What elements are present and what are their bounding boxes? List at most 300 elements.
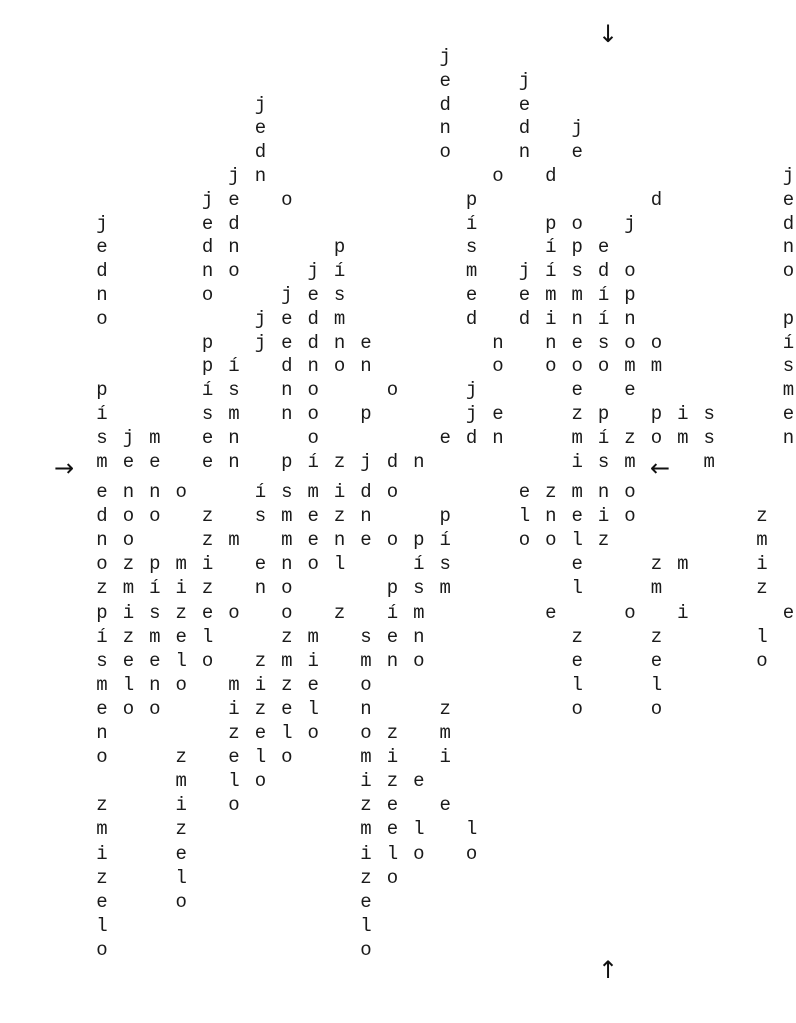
poem-letter: z [386,770,399,793]
poem-letter: m [333,307,346,330]
poem-letter: z [175,746,187,769]
poem-letter: e [254,117,267,140]
poem-letter: d [201,236,214,259]
poem-letter: p [650,403,663,425]
poem-letter: m [439,577,451,600]
poem-letter: z [96,577,108,600]
poem-letter: o [254,770,267,793]
poem-letter: l [307,697,319,720]
poem-letter: p [571,236,583,259]
poem-letter: n [307,355,319,378]
poem-letter: o [281,188,293,211]
poem-letter: e [439,794,451,817]
poem-letter: n [360,355,372,378]
poem-letter: j [201,188,214,211]
poem-letter: n [96,529,108,552]
poem-letter: p [545,212,557,235]
poem-letter: j [360,450,372,473]
poem-letter: d [465,307,478,330]
poem-letter: i [333,481,346,503]
poem-letter: l [756,625,768,648]
poem-letter: e [201,601,214,624]
poem-letter: o [149,697,161,720]
poem-letter: e [545,601,557,624]
poem-letter: m [122,577,135,600]
poem-letter: j [254,307,267,330]
poem-letter: e [307,284,319,306]
poem-letter: o [281,746,293,769]
poem-letter: d [650,188,663,211]
poem-letter: n [333,529,346,552]
poem-letter: e [281,697,293,720]
poem-letter: o [307,722,319,744]
arrow-left-icon: ← [650,454,671,482]
poem-letter: e [571,505,583,528]
poem-letter: s [703,403,715,425]
poem-letter: s [782,355,795,378]
poem-letter: m [281,505,293,528]
poem-letter: z [756,577,768,600]
poem-letter: z [360,794,372,817]
poem-letter: o [386,481,399,503]
poem-letter: e [571,649,583,672]
poem-letter: d [281,355,293,378]
poem-letter: m [650,355,663,378]
poem-letter: e [201,426,214,449]
poem-letter: m [149,426,161,449]
poem-letter: e [439,426,451,449]
poem-letter: p [281,450,293,473]
poem-letter: m [360,649,372,672]
poem-letter: o [782,260,795,283]
poem-letter: í [597,284,610,306]
poem-letter: o [492,165,504,187]
poem-letter: l [228,770,240,793]
poem-letter: j [228,165,240,187]
poem-letter: o [650,331,663,354]
poem-letter: j [571,117,583,140]
poem-letter: n [518,141,531,164]
poem-letter: l [413,818,425,841]
poem-letter: n [96,722,108,744]
poem-letter: z [360,866,372,889]
poem-letter: z [650,553,663,576]
poem-letter: d [228,212,240,235]
poem-letter: o [96,307,108,330]
poem-letter: m [624,355,636,378]
poem-letter: p [439,505,451,528]
poem-letter: m [281,529,293,552]
poem-letter: n [571,307,583,330]
poem-letter: j [96,212,108,235]
poem-letter: m [439,722,451,744]
poem-letter: o [175,673,187,696]
poem-letter: m [307,481,319,503]
poem-letter: o [201,649,214,672]
poem-letter: e [149,450,161,473]
poem-letter: o [333,355,346,378]
poem-letter: o [624,505,636,528]
poem-letter: o [281,577,293,600]
poem-letter: n [254,165,267,187]
poem-letter: l [571,673,583,696]
poem-letter: e [782,188,795,211]
poem-letter: i [439,746,451,769]
poem-letter: e [281,307,293,330]
poem-letter: e [465,284,478,306]
poem-letter: e [492,403,504,425]
poem-letter: m [465,260,478,283]
poem-letter: i [597,505,610,528]
poem-letter: e [307,673,319,696]
poem-letter: l [571,529,583,552]
arrow-right-icon: → [54,454,75,482]
poem-letter: m [677,553,689,576]
poem-letter: p [96,379,108,402]
poem-letter: s [254,505,267,528]
poem-letter: z [96,866,108,889]
poem-letter: s [597,331,610,354]
poem-letter: n [228,426,240,449]
poem-letter: e [571,553,583,576]
poem-letter: e [571,141,583,164]
poem-letter: o [228,260,240,283]
poem-letter: l [201,625,214,648]
poem-letter: í [545,260,557,283]
poem-letter: p [597,403,610,425]
poem-letter: l [333,553,346,576]
poem-letter: i [756,553,768,576]
poem-letter: p [149,553,161,576]
poem-letter: p [360,403,372,425]
poem-letter: e [96,481,108,503]
poem-letter: p [201,331,214,354]
poem-letter: i [360,770,372,793]
poem-letter: s [96,649,108,672]
poem-letter: o [228,601,240,624]
poem-letter: s [439,553,451,576]
poem-letter: í [307,450,319,473]
poem-letter: o [307,403,319,425]
poem-letter: i [122,601,135,624]
poem-letter: o [386,379,399,402]
poem-letter: z [254,697,267,720]
poem-letter: e [650,649,663,672]
poem-letter: m [96,673,108,696]
poem-letter: i [175,577,187,600]
poem-letter: o [597,355,610,378]
poem-letter: s [201,403,214,425]
poem-letter: n [281,553,293,576]
poem-letter: í [201,379,214,402]
arrow-up-icon: ↑ [598,956,619,984]
poem-letter: í [439,529,451,552]
poem-letter: í [465,212,478,235]
poem-letter: n [122,481,135,503]
poem-letter: z [624,426,636,449]
poem-letter: m [782,379,795,402]
poem-letter: e [122,450,135,473]
poem-letter: s [281,481,293,503]
poem-letter: e [96,890,108,913]
poem-letter: d [96,505,108,528]
poem-letter: e [624,379,636,402]
poem-letter: o [175,890,187,913]
poem-letter: j [624,212,636,235]
poem-letter: n [413,625,425,648]
poem-letter: m [228,673,240,696]
poem-letter: e [782,403,795,425]
poem-letter: n [597,481,610,503]
poem-letter: z [96,794,108,817]
poem-letter: e [175,625,187,648]
poem-letter: s [703,426,715,449]
poem-letter: j [439,46,451,68]
poem-letter: i [228,697,240,720]
poem-letter: z [333,505,346,528]
poem-letter: o [624,260,636,283]
poem-letter: n [624,307,636,330]
poem-letter: n [386,649,399,672]
poem-letter: o [175,481,187,503]
poem-letter: p [386,577,399,600]
poem-letter: m [624,450,636,473]
poem-letter: í [413,553,425,576]
poem-letter: o [545,355,557,378]
poem-letter: z [175,601,187,624]
poem-letter: n [228,450,240,473]
poem-letter: z [175,818,187,841]
poem-letter: m [175,770,187,793]
poem-letter: s [597,450,610,473]
poem-letter: d [518,117,531,140]
poem-letter: j [254,331,267,354]
poem-letter: s [333,284,346,306]
poem-letter: d [439,93,451,116]
poem-letter: l [571,577,583,600]
poem-letter: o [96,553,108,576]
poem-letter: o [96,938,108,961]
poem-letter: o [624,481,636,503]
poem-letter: e [413,770,425,793]
poem-letter: e [360,331,372,354]
poem-letter: o [571,212,583,235]
poem-letter: p [333,236,346,259]
poem-letter: s [413,577,425,600]
poem-letter: z [439,697,451,720]
poem-letter: m [228,529,240,552]
poem-letter: s [465,236,478,259]
poem-letter: z [281,673,293,696]
poem-letter: n [281,403,293,425]
poem-letter: z [201,577,214,600]
poem-letter: e [228,188,240,211]
poem-letter: o [360,722,372,744]
poem-letter: p [413,529,425,552]
poem-letter: z [756,505,768,528]
poem-letter: í [149,577,161,600]
poem-letter: o [228,794,240,817]
poem-letter: m [677,426,689,449]
poem-letter: n [439,117,451,140]
poem-letter: i [677,601,689,624]
poem-letter: o [149,505,161,528]
poem-letter: i [360,842,372,865]
poem-letter: m [307,625,319,648]
poem-letter: i [96,842,108,865]
poem-letter: j [518,260,531,283]
poem-letter: l [175,649,187,672]
poem-letter: m [703,450,715,473]
poem-letter: d [254,141,267,164]
poem-letter: i [307,649,319,672]
poem-letter: e [201,212,214,235]
poem-letter: d [307,307,319,330]
poem-letter: o [624,601,636,624]
poem-letter: o [360,673,372,696]
poem-letter: e [386,794,399,817]
poem-letter: o [96,746,108,769]
poem-letter: d [518,307,531,330]
poem-letter: z [228,722,240,744]
poem-letter: n [333,331,346,354]
poem-letter: e [307,505,319,528]
poem-letter: l [360,914,372,937]
poem-letter: e [518,93,531,116]
poem-letter: z [201,529,214,552]
poem-letter: i [545,307,557,330]
poem-letter: z [333,450,346,473]
poem-letter: o [413,842,425,865]
poem-letter: d [96,260,108,283]
poem-letter: í [386,601,399,624]
poem-letter: i [386,746,399,769]
poem-letter: p [624,284,636,306]
poem-letter: l [122,673,135,696]
poem-letter: e [360,529,372,552]
poem-letter: i [201,553,214,576]
poem-letter: e [122,649,135,672]
poem-letter: e [782,601,795,624]
poem-letter: m [96,450,108,473]
poem-letter: d [307,331,319,354]
poem-letter: n [360,505,372,528]
poem-letter: l [281,722,293,744]
poem-letter: o [492,355,504,378]
poem-letter: m [175,553,187,576]
poem-letter: l [518,505,531,528]
poem-letter: e [386,625,399,648]
poem-letter: z [545,481,557,503]
poem-letter: z [122,625,135,648]
poem-letter: d [597,260,610,283]
poem-letter: n [281,379,293,402]
poem-letter: z [201,505,214,528]
poem-letter: n [360,697,372,720]
poem-letter: l [650,673,663,696]
poem-letter: n [149,673,161,696]
poem-letter: d [386,450,399,473]
poem-letter: i [571,450,583,473]
poem-letter: e [439,69,451,92]
poem-letter: o [545,529,557,552]
poem-letter: l [254,746,267,769]
poem-letter: j [281,284,293,306]
poem-letter: d [782,212,795,235]
poem-letter: o [650,426,663,449]
poem-letter: p [96,601,108,624]
poem-letter: m [545,284,557,306]
poem-letter: o [650,697,663,720]
poem-letter: n [492,426,504,449]
poem-letter: í [597,426,610,449]
poem-letter: i [677,403,689,425]
poem-letter: z [650,625,663,648]
poem-letter: j [122,426,135,449]
poem-letter: e [281,331,293,354]
poem-letter: l [386,842,399,865]
poem-letter: í [597,307,610,330]
poem-letter: s [228,379,240,402]
poem-letter: j [465,379,478,402]
poem-letter: m [96,818,108,841]
poem-letter: í [545,236,557,259]
poem-letter: m [149,625,161,648]
poem-letter: z [281,625,293,648]
poem-letter: s [149,601,161,624]
poem-letter: e [518,481,531,503]
poem-letter: m [281,649,293,672]
poem-letter: o [307,426,319,449]
poem-letter: n [782,236,795,259]
poem-letter: p [465,188,478,211]
poem-letter: o [281,601,293,624]
poem-letter: í [254,481,267,503]
poem-letter: n [492,331,504,354]
poem-letter: í [228,355,240,378]
poem-letter: s [360,625,372,648]
poem-letter: z [571,403,583,425]
poem-letter: e [571,331,583,354]
poem-letter: j [307,260,319,283]
poem-letter: z [386,722,399,744]
poem-letter: z [597,529,610,552]
poem-letter: n [96,284,108,306]
poem-letter: o [386,529,399,552]
poem-letter: e [201,450,214,473]
poem-letter: e [228,746,240,769]
poem-letter: í [96,403,108,425]
poem-letter: j [782,165,795,187]
poem-letter: n [545,331,557,354]
poem-letter: e [518,284,531,306]
poem-letter: d [360,481,372,503]
poem-letter: o [307,553,319,576]
poem-letter: í [96,625,108,648]
poem-letter: o [307,379,319,402]
poem-letter: j [518,69,531,92]
poem-letter: i [254,673,267,696]
poem-letter: n [149,481,161,503]
poem-letter: n [228,236,240,259]
poem-letter: n [545,505,557,528]
poem-letter: l [96,914,108,937]
poem-letter: z [254,649,267,672]
poem-letter: e [254,553,267,576]
poem-letter: o [756,649,768,672]
poem-letter: d [545,165,557,187]
poem-letter: m [360,746,372,769]
